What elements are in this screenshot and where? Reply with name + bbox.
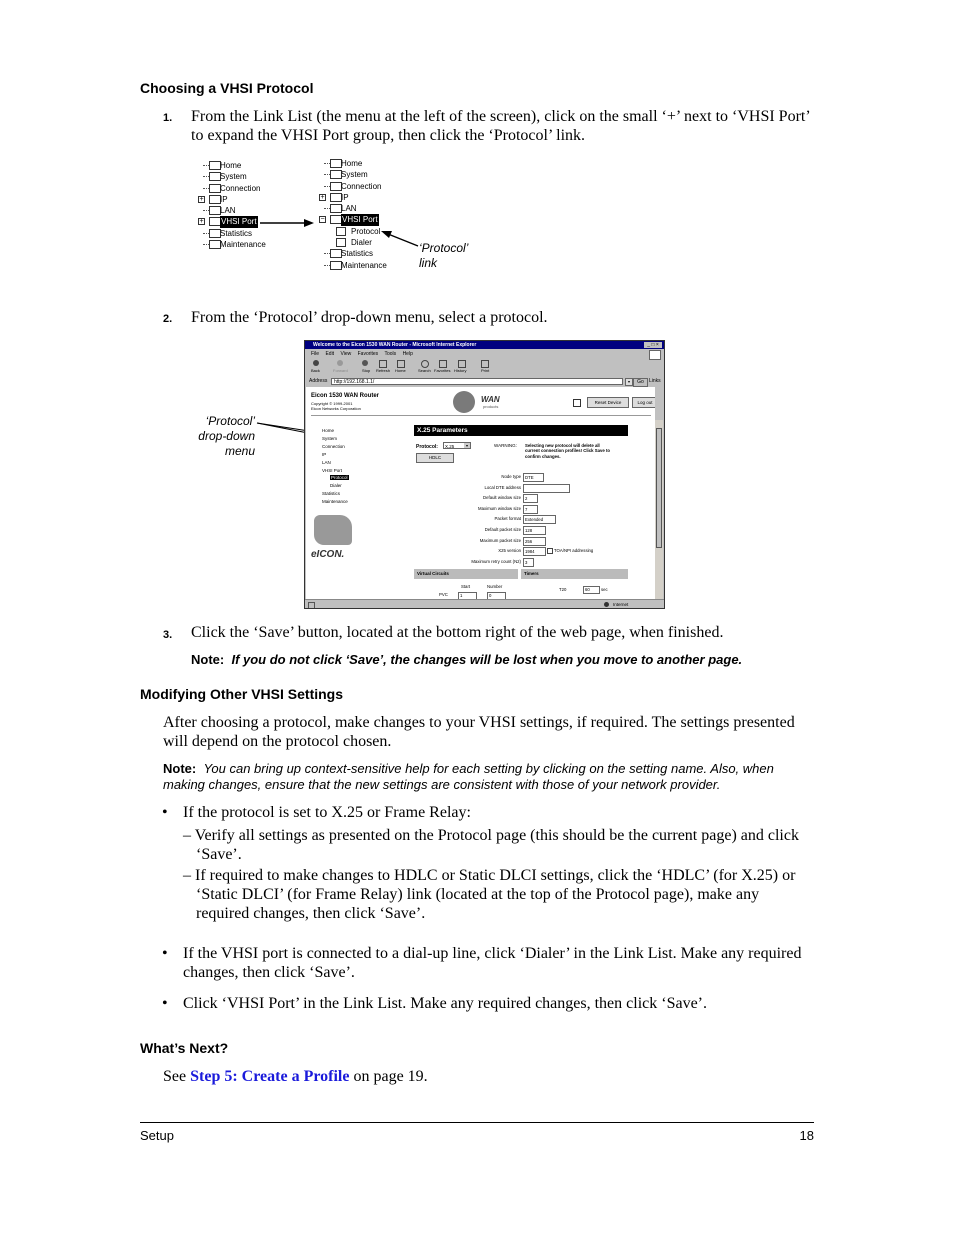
scrollbar-thumb[interactable] — [656, 428, 662, 548]
refresh-icon — [379, 360, 387, 368]
hdlc-button[interactable]: HDLC — [416, 453, 454, 463]
param-label[interactable]: Packet format — [494, 516, 521, 522]
favorites-icon — [439, 360, 447, 368]
nav-item[interactable]: System — [322, 435, 338, 441]
tree-item[interactable]: Connection — [317, 181, 447, 192]
status-bar — [305, 599, 664, 609]
plus-icon[interactable]: + — [320, 193, 325, 201]
tree-item[interactable]: System — [317, 169, 447, 180]
company-name: Eicon Networks Corporation — [311, 406, 361, 411]
wan-logo: WAN — [481, 395, 500, 404]
tree-item[interactable]: Maintenance — [317, 260, 447, 271]
chevron-down-icon: ▾ — [465, 443, 468, 448]
toa-label: TOA/NPI addressing — [554, 547, 594, 553]
menu-item[interactable]: Edit — [325, 351, 335, 357]
t20-label: T20 — [559, 587, 567, 592]
toa-checkbox[interactable] — [547, 548, 553, 554]
stop-icon — [362, 360, 368, 366]
bullet-sub-hdlc: – If required to make changes to HDLC or Static DLCI settings, click the ‘HDLC’ (for X.25) or ‘Static DLCI’ (for Frame Relay) link (located at the top of the Protocol page), make any required changes, then click ‘Save’. — [183, 867, 796, 922]
modifying-paragraph: After choosing a protocol, make changes to your VHSI settings, if required. The settings presented will depend on the protocol chosen. — [163, 714, 795, 750]
nav-item[interactable]: LAN — [322, 459, 331, 465]
toolbar-stop[interactable]: Stop — [362, 368, 371, 373]
menu-item[interactable]: File — [311, 351, 320, 357]
page-viewport — [306, 387, 655, 599]
print-icon — [481, 360, 489, 368]
menu-bar — [311, 350, 418, 358]
tree-item[interactable]: Statistics — [196, 228, 326, 239]
go-button[interactable]: Go — [633, 378, 648, 387]
plus-icon[interactable]: + — [199, 218, 204, 226]
t20-input[interactable]: 60 — [583, 586, 600, 594]
link-list-collapsed — [196, 160, 326, 250]
home-icon — [397, 360, 405, 368]
create-profile-link[interactable]: Step 5: Create a Profile — [190, 1068, 350, 1085]
toolbar-print[interactable]: Print — [481, 368, 490, 373]
address-bar: Address http://192.168.1.1/ ▾ Go Links — [305, 377, 664, 386]
param-label[interactable]: Default window size — [483, 495, 521, 501]
param-label[interactable]: Default packet size — [484, 526, 521, 532]
title-bar: Welcome to the Eicon 1530 WAN Router - Microsoft Internet Explorer _ □ × — [305, 341, 664, 349]
tree-item-dialer[interactable]: Dialer — [317, 237, 447, 248]
bullet-marker: • — [162, 995, 168, 1012]
toolbar-forward[interactable]: Forward — [333, 368, 348, 373]
param-label[interactable]: Maximum packet size — [479, 537, 521, 543]
warning-text: Selecting new protocol will delete all current connection profiles! Click Save to confirm changes. — [525, 443, 611, 459]
param-label[interactable]: Maximum window size — [478, 505, 521, 511]
router-device-image — [314, 515, 352, 545]
tree-item[interactable]: + IP — [199, 194, 228, 204]
param-label[interactable]: Maximum retry count (N2) — [471, 558, 521, 564]
param-label[interactable]: Node type — [501, 474, 521, 479]
param-label[interactable]: X25 version — [498, 548, 521, 554]
windows-logo-icon — [649, 350, 661, 360]
start-label: Start — [461, 584, 471, 589]
back-icon — [313, 360, 319, 366]
panel-title: X.25 Parameters — [414, 425, 628, 436]
header-divider — [311, 415, 651, 416]
step-text-3: Click the ‘Save’ button, located at the bottom right of the web page, when finished. — [191, 624, 724, 641]
arrow-right-icon — [258, 210, 318, 230]
globe-icon — [453, 391, 475, 413]
section-heading-whats-next: What’s Next? — [140, 1040, 229, 1056]
t20-unit: sec — [601, 587, 608, 592]
tree-item[interactable]: Home — [317, 158, 447, 169]
tree-item[interactable]: Statistics — [317, 248, 447, 259]
logout-button[interactable]: Log out — [632, 397, 655, 408]
bullet-dialer: If the VHSI port is connected to a dial-up line, click ‘Dialer’ in the Link List. Make any required changes, then click ‘Save’. — [183, 945, 802, 981]
menu-item[interactable]: Favorites — [357, 351, 379, 357]
nav-item[interactable]: Home — [322, 428, 335, 433]
internet-zone-icon — [604, 602, 609, 607]
page-icon — [336, 227, 346, 236]
page-number: 18 — [799, 1128, 814, 1143]
tree-item[interactable]: Home — [196, 160, 326, 171]
plus-icon[interactable]: + — [199, 195, 204, 203]
page-icon — [336, 238, 346, 247]
arrow-left-icon — [378, 225, 423, 250]
x25-version-select[interactable]: 1984 — [523, 547, 546, 556]
vertical-scrollbar[interactable] — [655, 420, 663, 599]
step-text-1: From the Link List (the menu at the left of the screen), click on the small ‘+’ next to ‘VHSI Port’ to expand the VHSI Port group, then click the ‘Protocol’ link. — [191, 108, 810, 144]
search-icon — [421, 360, 429, 368]
pvc-start-input[interactable]: 1 — [458, 592, 477, 599]
nav-item[interactable]: Maintenance — [322, 499, 348, 505]
tree-item-vhsi-port[interactable]: − VHSI Port — [320, 215, 378, 225]
figure1-caption: ‘Protocol’ link — [419, 241, 469, 270]
eicon-logo: eICON. — [311, 549, 345, 560]
nav-item[interactable]: Connection — [322, 443, 345, 449]
pvc-label: PVC — [439, 592, 448, 597]
address-input[interactable]: http://192.168.1.1/ — [331, 378, 623, 385]
tree-item[interactable]: System — [196, 171, 326, 182]
bullet-sub-verify: – Verify all settings as presented on the Protocol page (this should be the current page) and click ‘Save’. — [183, 827, 799, 863]
default-window-input[interactable]: 2 — [523, 494, 538, 503]
whats-next-text: See Step 5: Create a Profile on page 19. — [163, 1068, 428, 1085]
param-labels — [436, 472, 521, 567]
bullet-vhsi-port: Click ‘VHSI Port’ in the Link List. Make any required changes, then click ‘Save’. — [183, 995, 708, 1012]
bullet-marker: • — [162, 804, 168, 821]
status-zone: Internet — [613, 602, 629, 607]
tree-item[interactable]: LAN — [317, 203, 447, 214]
router-title: Eicon 1530 WAN Router — [311, 393, 380, 399]
tree-item-protocol[interactable]: Protocol — [317, 226, 447, 237]
nav-item-protocol[interactable]: Protocol — [331, 475, 348, 481]
footer-section: Setup — [140, 1128, 174, 1143]
reset-device-button[interactable]: Reset Device — [587, 397, 629, 408]
tree-item[interactable]: LAN — [196, 205, 326, 216]
chevron-down-icon[interactable]: ▾ — [625, 378, 633, 386]
step-text-2: From the ‘Protocol’ drop-down menu, select a protocol. — [191, 309, 548, 326]
bullet-marker: • — [162, 945, 168, 962]
warning-label: WARNING: — [494, 443, 517, 448]
node-type-select[interactable]: DTE — [523, 473, 544, 482]
nav-item[interactable]: Statistics — [322, 491, 341, 497]
toolbar-search[interactable]: Search — [418, 368, 431, 373]
pvc-number-input[interactable]: 0 — [487, 592, 506, 599]
help-icon[interactable] — [573, 399, 581, 407]
param-label[interactable]: Local DTE address — [484, 484, 521, 490]
nav-item[interactable]: Dialer — [330, 483, 342, 489]
wan-logo-sub: products — [483, 404, 499, 409]
copyright: Copyright © 1999-2001 — [311, 401, 353, 406]
menu-item[interactable]: Tools — [384, 351, 397, 357]
toolbar-history[interactable]: History — [454, 368, 467, 373]
timers-header: Timers — [521, 569, 628, 579]
footer-rule — [140, 1122, 814, 1123]
tree-item[interactable]: Connection — [196, 183, 326, 194]
section-heading-choosing: Choosing a VHSI Protocol — [140, 80, 314, 96]
note-context-help: Note: You can bring up context-sensitive help for each setting by clicking on the setting name. Also, when making changes, ensure that the new settings are consistent with those of your network provider. — [163, 761, 774, 792]
local-dte-input[interactable] — [523, 484, 570, 493]
vc-header: Virtual Circuits — [414, 569, 518, 579]
tree-item[interactable]: + IP — [320, 192, 349, 202]
nav-item[interactable]: VHSI Port — [322, 467, 343, 473]
note-save: Note: If you do not click ‘Save’, the changes will be lost when you move to another page. — [191, 652, 743, 667]
toolbar-home[interactable]: Home — [395, 368, 406, 373]
retry-count-input[interactable]: 3 — [523, 558, 534, 567]
page-icon — [308, 602, 315, 609]
link-list — [312, 427, 349, 506]
minus-icon[interactable]: − — [320, 216, 325, 224]
menu-item[interactable]: View — [340, 351, 352, 357]
menu-item[interactable]: Help — [402, 351, 413, 357]
max-window-input[interactable]: 7 — [523, 505, 538, 514]
browser-window — [304, 340, 665, 609]
toolbar-back[interactable]: Back — [311, 368, 320, 373]
nav-item[interactable]: IP — [322, 451, 327, 457]
tree-item-vhsi-port[interactable]: + VHSI Port — [199, 217, 257, 227]
default-packet-select[interactable]: 128 — [523, 526, 546, 535]
toolbar-favorites[interactable]: Favorites — [434, 368, 451, 373]
forward-icon — [337, 360, 343, 366]
links-label[interactable]: Links — [649, 378, 661, 384]
protocol-select[interactable]: X.25 ▾ — [443, 442, 471, 449]
step-number-3: 3. — [163, 629, 173, 641]
max-packet-select[interactable]: 256 — [523, 537, 546, 546]
packet-format-select[interactable]: Extended — [523, 515, 556, 524]
section-heading-modifying: Modifying Other VHSI Settings — [140, 686, 344, 702]
window-controls-icon[interactable]: _ □ × — [644, 342, 662, 348]
history-icon — [458, 360, 466, 368]
figure2-caption: ‘Protocol’ drop-down menu — [198, 414, 255, 458]
protocol-label: Protocol: — [416, 444, 438, 450]
step-number-1: 1. — [163, 112, 173, 124]
step-number-2: 2. — [163, 313, 173, 325]
number-label: Number — [487, 584, 503, 589]
tree-item[interactable]: Maintenance — [196, 239, 326, 250]
toolbar-refresh[interactable]: Refresh — [376, 368, 391, 373]
bullet-protocol-x25: If the protocol is set to X.25 or Frame Relay: — [183, 804, 471, 821]
